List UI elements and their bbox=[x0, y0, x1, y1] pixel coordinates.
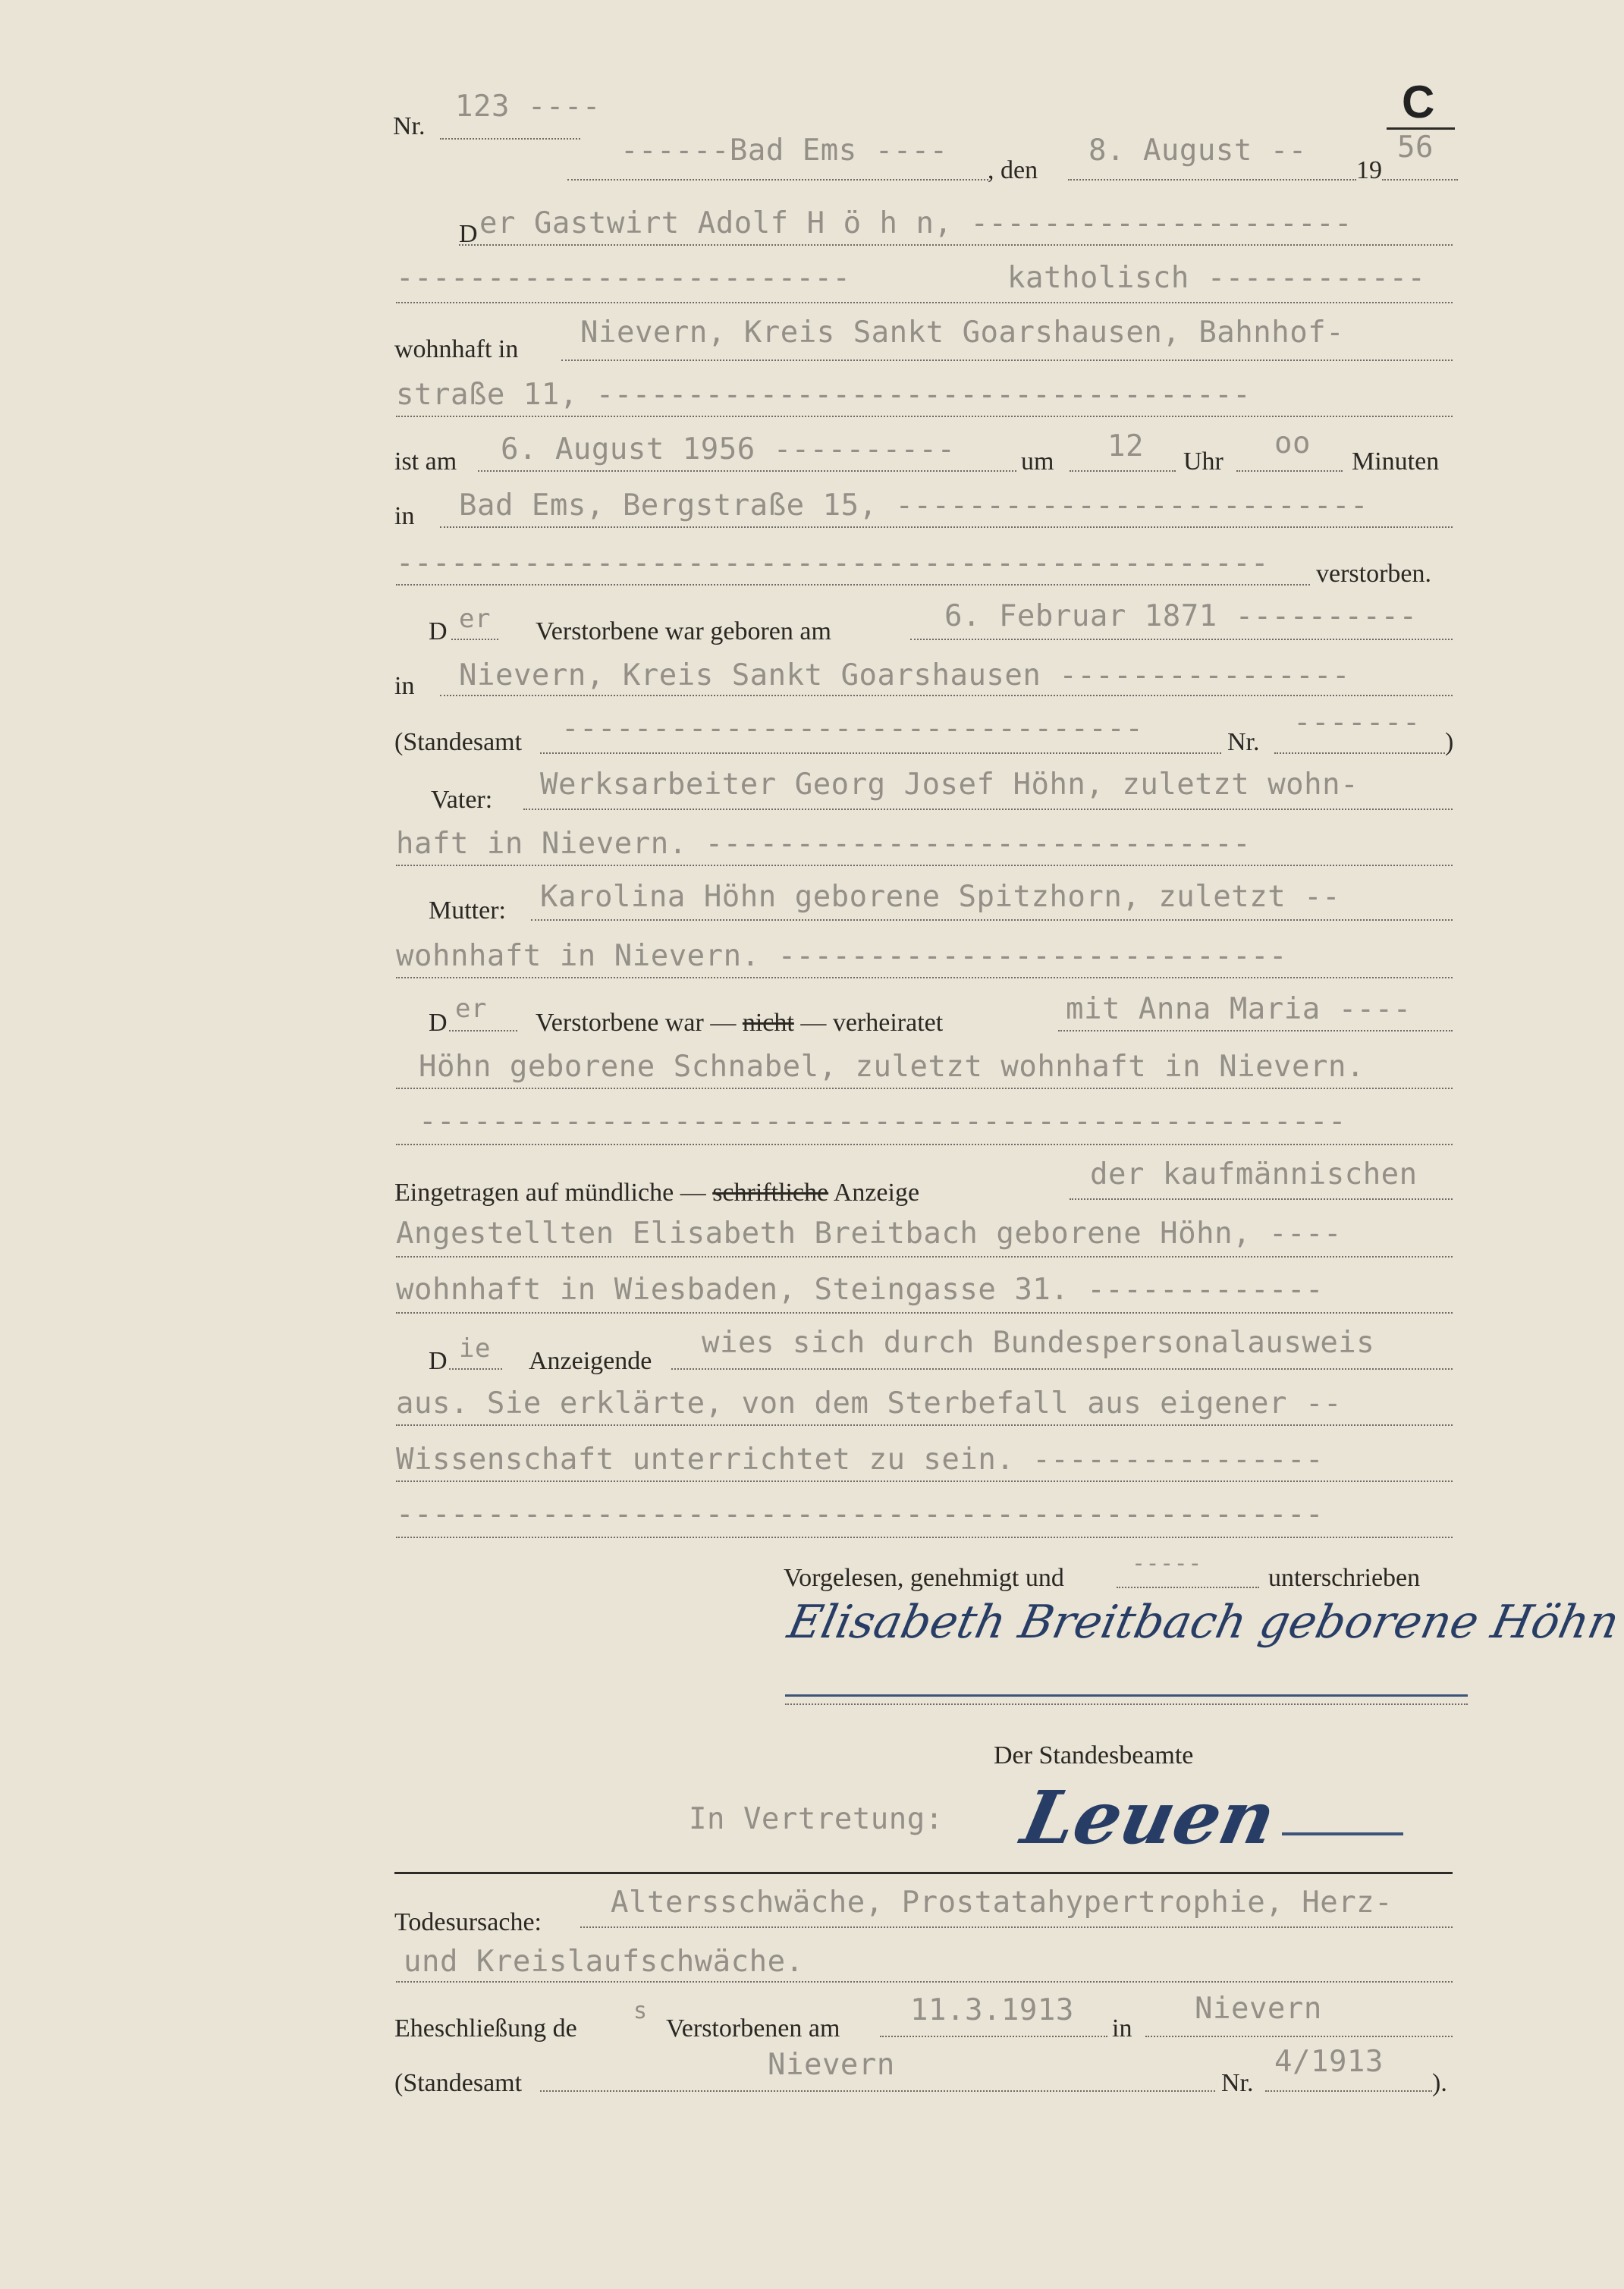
mutter-dotline-2 bbox=[396, 977, 1453, 978]
nr-label: Nr. bbox=[393, 112, 426, 140]
hour-dotline bbox=[1070, 470, 1176, 472]
marriage-nr-value: 4/1913 bbox=[1274, 2045, 1384, 2079]
deceased-religion: katholisch ------------ bbox=[1007, 261, 1426, 295]
address-line1: Nievern, Kreis Sankt Goarshausen, Bahnhof- bbox=[580, 316, 1345, 350]
marriage-label-a: Verstorbene war — bbox=[536, 1009, 737, 1037]
marriage-label-b: — verheiratet bbox=[800, 1009, 944, 1037]
registry-date: 8. August -- bbox=[1088, 133, 1307, 168]
report-line1: der kaufmännischen bbox=[1090, 1157, 1418, 1192]
record-number: 123 ---- bbox=[455, 89, 601, 124]
uhr-label: Uhr bbox=[1183, 447, 1223, 476]
deceased-name-line1: er Gastwirt Adolf H ö h n, --------------------- bbox=[479, 206, 1353, 240]
report-label bbox=[394, 1179, 919, 1207]
birth-close-paren: ) bbox=[1445, 728, 1454, 756]
registrar-signature-stroke bbox=[1282, 1832, 1403, 1835]
birth-label: Verstorbene war geboren am bbox=[536, 617, 831, 645]
report-label-b: Anzeige bbox=[833, 1179, 920, 1207]
date-dotline bbox=[1068, 179, 1356, 181]
marriage-line2: Höhn geborene Schnabel, zuletzt wohnhaft in Nievern. bbox=[419, 1050, 1365, 1084]
place-dotline bbox=[567, 179, 988, 181]
name-dotline-1 bbox=[459, 244, 1453, 246]
report-line3: wohnhaft in Wiesbaden, Steingasse 31. ------------- bbox=[396, 1273, 1324, 1307]
marriage-place: Nievern bbox=[1195, 1992, 1322, 2026]
registrar-signature: Leuen bbox=[1014, 1775, 1283, 1860]
um-label: um bbox=[1021, 447, 1054, 476]
cause-line1: Altersschwäche, Prostatahypertrophie, Herz- bbox=[611, 1886, 1393, 1920]
report-line7: --------------------------------------------------- bbox=[396, 1497, 1324, 1531]
eheschliessung-suffix: s bbox=[633, 1998, 648, 2024]
marriage-standesamt-label: (Standesamt bbox=[394, 2069, 523, 2097]
verstorben-label: verstorben. bbox=[1316, 560, 1432, 588]
deceased-d-prefix: D bbox=[459, 220, 478, 248]
vorgelesen-label-a: Vorgelesen, genehmigt und bbox=[784, 1564, 1064, 1592]
marriage-nr-dotline bbox=[1265, 2090, 1432, 2092]
marriage-standesamt-value: Nievern bbox=[768, 2048, 895, 2082]
mutter-dotline-1 bbox=[531, 919, 1453, 921]
address-dotline-2 bbox=[396, 416, 1453, 417]
marriage-dotline-3 bbox=[396, 1144, 1453, 1145]
year-value: 56 bbox=[1397, 130, 1434, 165]
cause-dotline-2 bbox=[396, 1981, 1453, 1983]
mutter-label: Mutter: bbox=[429, 896, 506, 925]
vorgelesen-fill: ----- bbox=[1132, 1550, 1202, 1577]
report-dotline-1 bbox=[1070, 1198, 1453, 1200]
vater-dotline-2 bbox=[396, 865, 1453, 866]
report-dotline-4 bbox=[671, 1368, 1453, 1370]
marriage-d-suffix: er bbox=[455, 994, 487, 1024]
minuten-label: Minuten bbox=[1352, 447, 1440, 476]
report-line5: aus. Sie erklärte, von dem Sterbefall aus eigener -- bbox=[396, 1386, 1342, 1421]
form-letter: C bbox=[1402, 77, 1435, 127]
vorgelesen-dotline bbox=[1117, 1587, 1259, 1588]
minute-dotline bbox=[1236, 470, 1343, 472]
report-suffix-dotline bbox=[449, 1368, 502, 1370]
marriage-date: 11.3.1913 bbox=[910, 1993, 1074, 2027]
name-dotline-2 bbox=[396, 302, 1453, 303]
marriage-d-prefix: D bbox=[429, 1009, 448, 1037]
report-dotline-6 bbox=[396, 1480, 1453, 1482]
marriage-date-dotline bbox=[880, 2036, 1107, 2037]
report-dotline-5 bbox=[396, 1424, 1453, 1426]
birth-d-suffix: er bbox=[459, 604, 491, 634]
death-minute: oo bbox=[1274, 426, 1311, 460]
vater-label: Vater: bbox=[431, 786, 493, 814]
section-divider bbox=[394, 1872, 1453, 1874]
birth-nr-value: ------- bbox=[1293, 705, 1421, 739]
death-place-dotline-2 bbox=[396, 584, 1310, 586]
eheschliessung-label-a: Eheschließung de bbox=[394, 2014, 577, 2043]
birth-standesamt-value: -------------------------------- bbox=[561, 711, 1144, 746]
report-dotline-3 bbox=[396, 1312, 1453, 1314]
vater-line1: Werksarbeiter Georg Josef Höhn, zuletzt wohn- bbox=[540, 768, 1359, 802]
birth-suffix-dotline bbox=[451, 639, 498, 640]
report-label-a: Eingetragen auf mündliche — bbox=[394, 1179, 706, 1207]
cause-line2: und Kreislaufschwäche. bbox=[404, 1945, 804, 1979]
informant-dotline bbox=[785, 1703, 1468, 1705]
form-letter-underline bbox=[1387, 127, 1455, 130]
birth-standesamt-dotline bbox=[540, 752, 1221, 754]
report-d-prefix: D bbox=[429, 1347, 448, 1375]
vater-line2: haft in Nievern. ------------------------------ bbox=[396, 827, 1252, 861]
nr-dotline bbox=[440, 138, 580, 140]
birth-in-label: in bbox=[394, 672, 415, 700]
wohnhaft-label: wohnhaft in bbox=[394, 335, 519, 363]
vater-dotline-1 bbox=[523, 809, 1453, 810]
marriage-dotline-2 bbox=[396, 1088, 1453, 1089]
birth-place: Nievern, Kreis Sankt Goarshausen ---------------- bbox=[459, 658, 1351, 692]
death-hour: 12 bbox=[1107, 429, 1144, 463]
death-date-dotline bbox=[478, 470, 1016, 472]
vorgelesen-label-b: unterschrieben bbox=[1268, 1564, 1421, 1592]
cause-label: Todesursache: bbox=[394, 1908, 542, 1936]
year-dotline bbox=[1382, 179, 1458, 181]
mutter-line1: Karolina Höhn geborene Spitzhorn, zuletzt -- bbox=[540, 880, 1341, 914]
report-d-suffix: ie bbox=[459, 1333, 491, 1364]
registry-place: ------Bad Ems ---- bbox=[620, 133, 948, 168]
deceased-name-line2: ------------------------- bbox=[396, 261, 851, 295]
marriage-place-dotline bbox=[1145, 2036, 1453, 2037]
death-place-line2: ------------------------------------------------ bbox=[396, 546, 1270, 580]
address-dotline-1 bbox=[561, 360, 1453, 361]
death-date: 6. August 1956 ---------- bbox=[501, 432, 956, 466]
marriage-label-struck: nicht bbox=[742, 1009, 794, 1037]
marriage-dotline-1 bbox=[1058, 1030, 1453, 1031]
death-in-label: in bbox=[394, 502, 415, 530]
marriage-line3: --------------------------------------------------- bbox=[419, 1104, 1346, 1138]
birth-nr-label: Nr. bbox=[1227, 728, 1260, 756]
anzeigende-label: Anzeigende bbox=[529, 1347, 652, 1375]
report-dotline-2 bbox=[396, 1256, 1453, 1258]
birth-nr-dotline bbox=[1274, 752, 1445, 754]
address-line2: straße 11, ------------------------------------ bbox=[396, 378, 1252, 412]
in-vertretung: In Vertretung: bbox=[689, 1802, 944, 1836]
informant-signature: Elisabeth Breitbach geborene Höhn bbox=[783, 1596, 1624, 1649]
birth-date: 6. Februar 1871 ---------- bbox=[944, 599, 1418, 633]
death-place: Bad Ems, Bergstraße 15, -------------------------- bbox=[459, 488, 1368, 523]
den-label: , den bbox=[988, 156, 1038, 184]
marriage-line1: mit Anna Maria ---- bbox=[1066, 992, 1412, 1026]
informant-signature-line bbox=[785, 1694, 1468, 1697]
report-line4: wies sich durch Bundespersonalausweis bbox=[702, 1326, 1375, 1360]
marriage-label bbox=[536, 1009, 943, 1038]
marriage-in-label: in bbox=[1112, 2014, 1132, 2043]
birth-standesamt-label: (Standesamt bbox=[394, 728, 523, 756]
marriage-close: ). bbox=[1432, 2069, 1447, 2097]
marriage-standesamt-dotline bbox=[540, 2090, 1215, 2092]
marriage-nr-label: Nr. bbox=[1221, 2069, 1254, 2097]
registrar-label: Der Standesbeamte bbox=[994, 1741, 1194, 1769]
year-prefix: 19 bbox=[1356, 156, 1382, 184]
report-line2: Angestellten Elisabeth Breitbach geborene Höhn, ---- bbox=[396, 1217, 1342, 1251]
ist-am-label: ist am bbox=[394, 447, 457, 476]
report-line6: Wissenschaft unterrichtet zu sein. ---------------- bbox=[396, 1443, 1324, 1477]
report-dotline-7 bbox=[396, 1537, 1453, 1538]
death-place-dotline bbox=[440, 526, 1453, 528]
marriage-suffix-dotline bbox=[449, 1030, 517, 1031]
mutter-line2: wohnhaft in Nievern. ---------------------------- bbox=[396, 939, 1288, 973]
birth-place-dotline bbox=[440, 695, 1453, 696]
eheschliessung-label-b: Verstorbenen am bbox=[666, 2014, 840, 2043]
report-label-struck: schriftliche bbox=[712, 1179, 829, 1207]
cause-dotline-1 bbox=[580, 1926, 1453, 1928]
birth-d-prefix: D bbox=[429, 617, 448, 645]
birth-date-dotline bbox=[910, 639, 1453, 640]
